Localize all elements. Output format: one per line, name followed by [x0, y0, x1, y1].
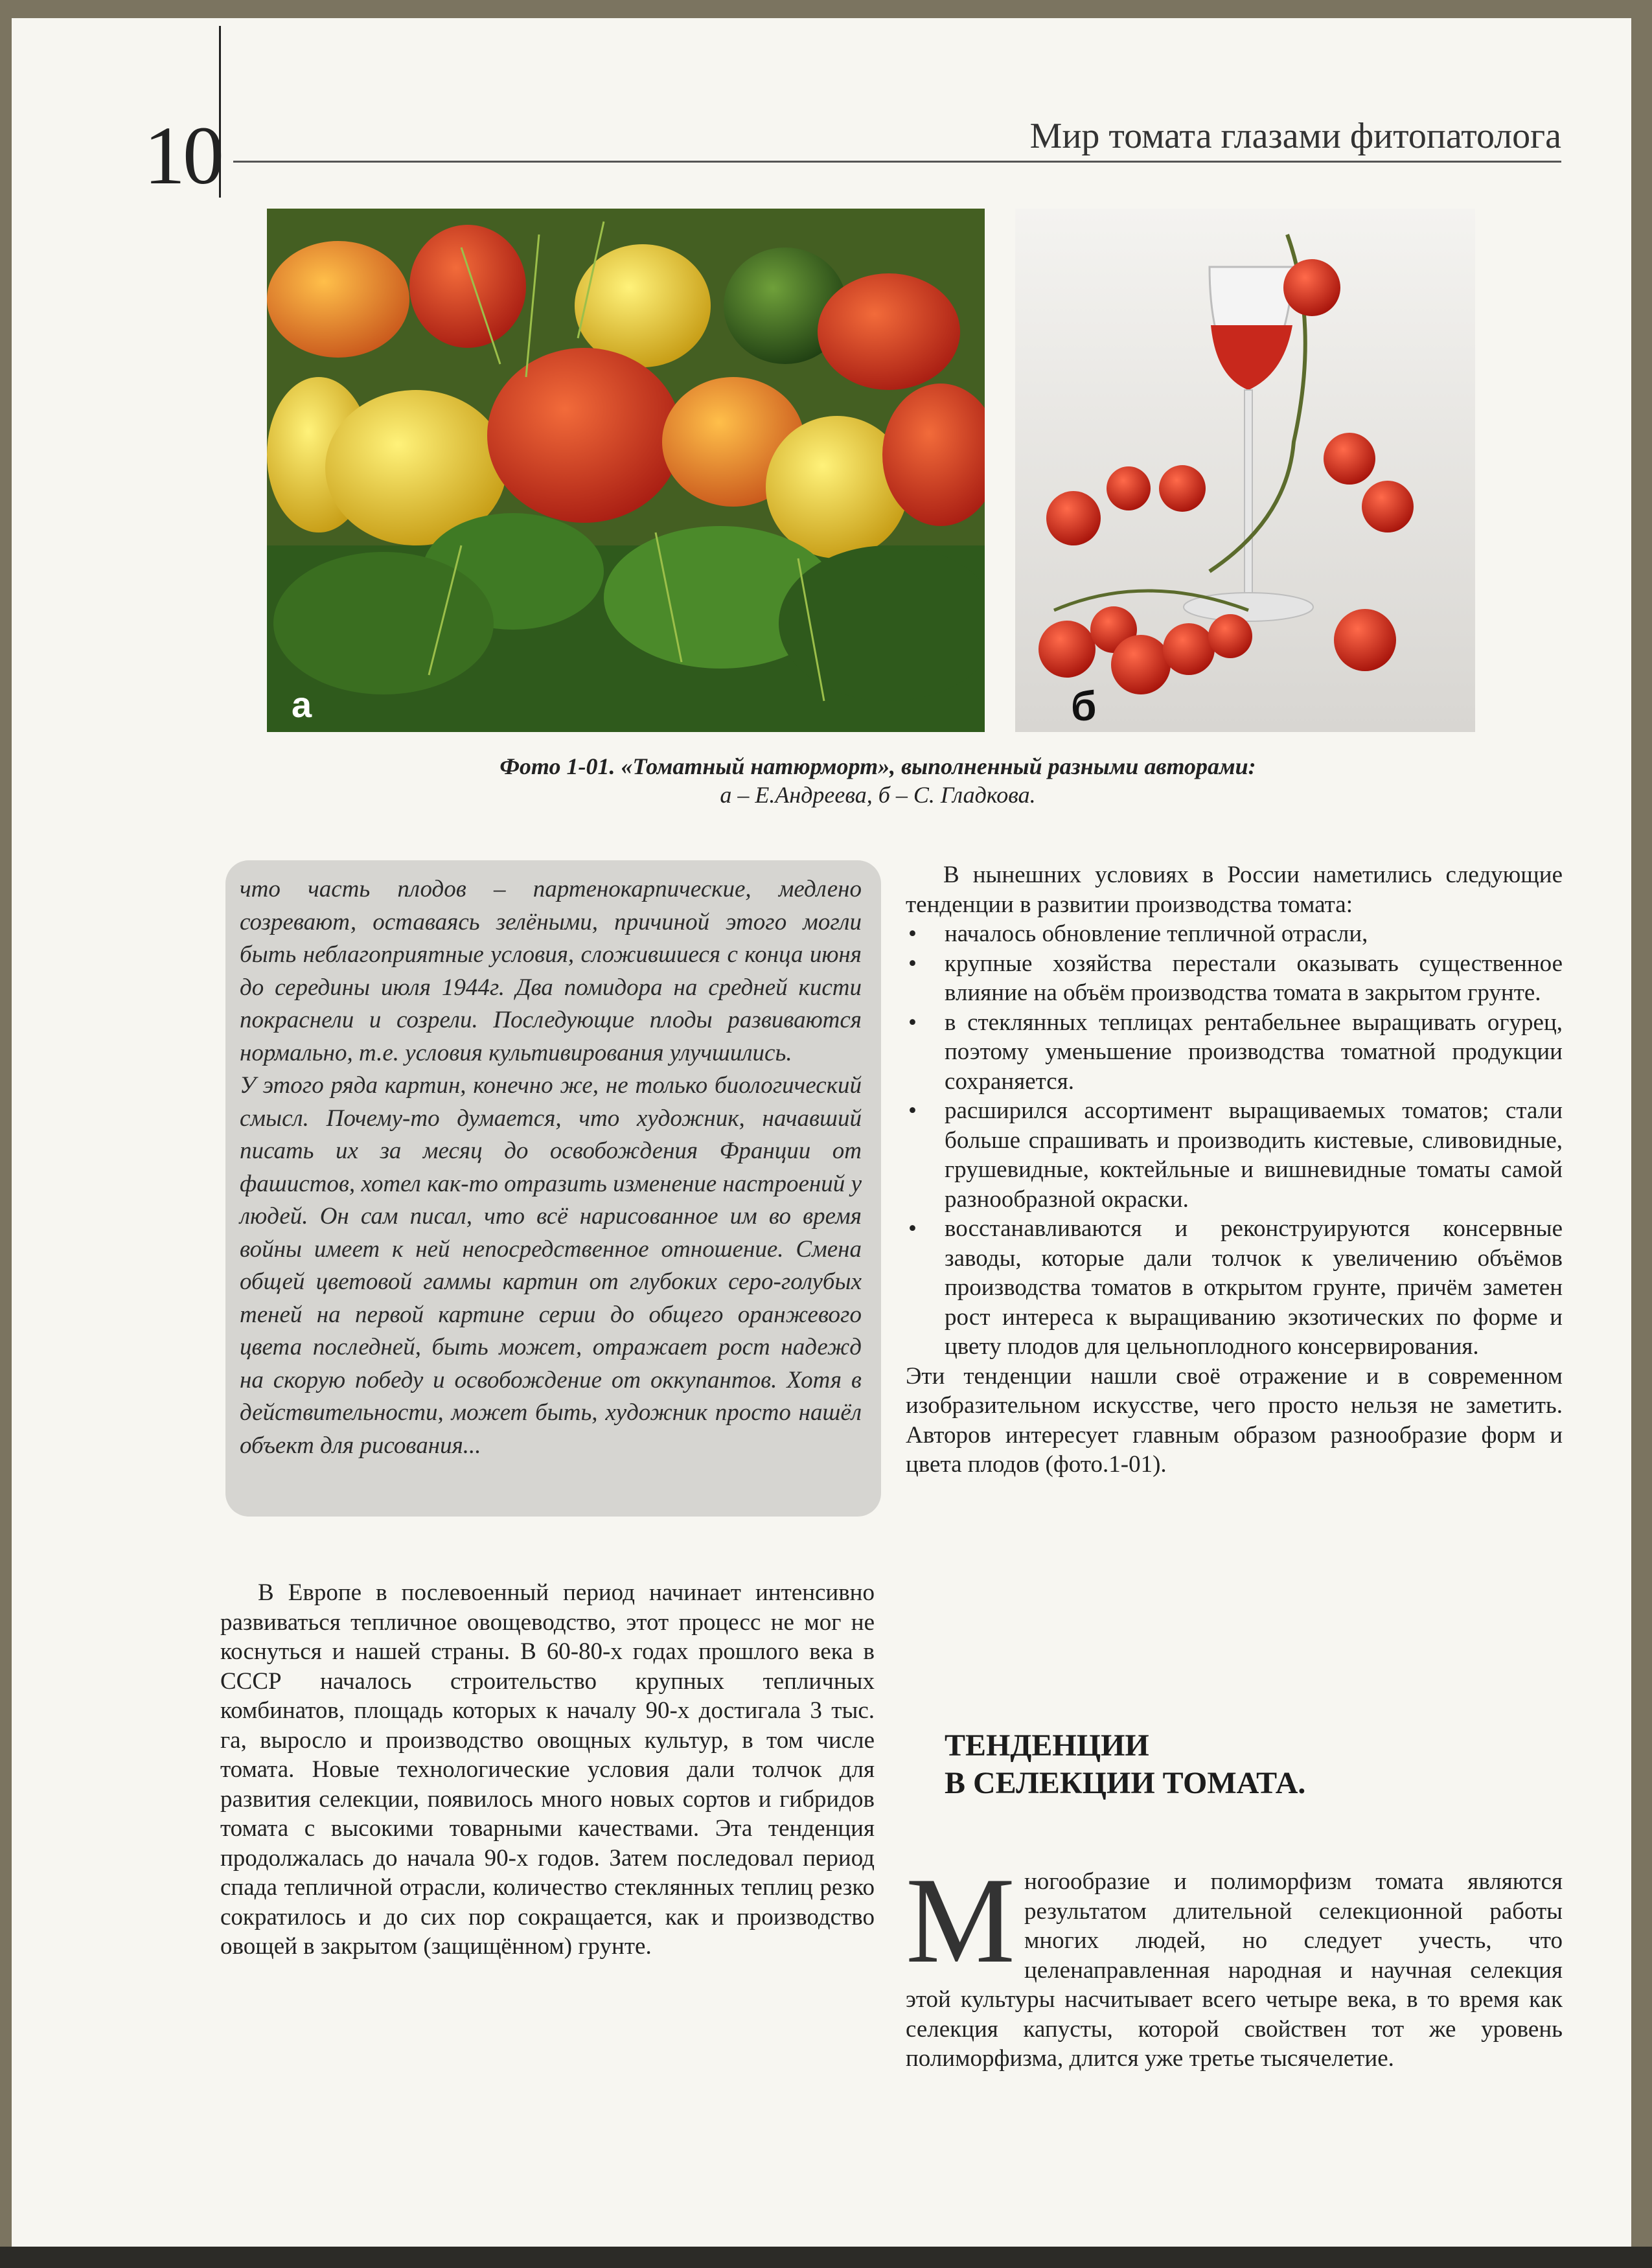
page-number: 10 [144, 109, 222, 201]
bullet-icon: • [908, 1097, 917, 1124]
trends-list [906, 919, 1563, 1362]
photo-a-label: а [292, 684, 312, 725]
list-item: • крупные хозяйства перестали оказывать существенное влияние на объём производства томата в закрытом грунте. [908, 950, 1563, 1006]
bullet-icon: • [908, 950, 917, 977]
sidebar-text [240, 873, 862, 1462]
page-bottom-edge [0, 2247, 1652, 2268]
bullet-icon: • [908, 921, 917, 947]
header-rule [233, 161, 1561, 163]
list-item: • в стеклянных теплицах рентабельнее выращивать огурец, поэтому уменьшение производства томатной продукции сохраняется. [908, 1009, 1563, 1095]
photo-caption-credits: а – Е.Андреева, б – С. Гладкова. [720, 782, 1036, 808]
drop-cap: М [906, 1853, 1015, 1989]
section-heading-line2: В СЕЛЕКЦИИ ТОМАТА. [945, 1766, 1306, 1800]
photo-caption-title: Фото 1-01. «Томатный натюрморт», выполненный разными авторами: [499, 753, 1256, 779]
section-heading [945, 1727, 1305, 1802]
running-title: Мир томата глазами фитопатолога [1029, 116, 1561, 156]
sidebar-paragraph: что часть плодов – партенокарпические, медлено созревают, оставаясь зелёными, причиной этого могли быть неблагоприятные условия, сложившиеся с конца июня до середины июля 1944г. Два помидора на средней кисти покраснели и созрели. Последующие плоды развиваются нормально, т.е. условия культивирования улучшились. [240, 876, 862, 1066]
photo-b-label: б [1071, 683, 1097, 729]
section-heading-line1: ТЕНДЕНЦИИ [945, 1728, 1149, 1763]
list-item: • началось обновление тепличной отрасли, [906, 919, 1563, 949]
list-item: • расширился ассортимент выращиваемых томатов; стали больше спрашивать и производить кистевые, сливовидные, грушевидные, коктейльные и вишневидные томаты самой разнообразной окраски. [908, 1097, 1563, 1213]
bullet-icon: • [908, 1215, 917, 1242]
right-column [906, 860, 1563, 1480]
sidebar-paragraph: У этого ряда картин, конечно же, не только биологический смысл. Почему-то думается, что художник, начавший писать их за месяц до освобождения Франции от фашистов, хотел как-то отразить изменение настроений у людей. Он сам писал, что всё нарисованное им во время войны имеет к ней непосредственное отношение. Смена общей цветовой гаммы картин от глубоких серо-голубых теней на первой картине серии до общего оранжевого цвета последней, быть может, отражает рост надежд на скорую победу и освобождение от оккупантов. Хотя в действительности, может быть, художник просто нашёл объект для рисования... [240, 1072, 862, 1459]
bullet-icon: • [908, 1009, 917, 1036]
left-column-paragraph: В Европе в послевоенный период начинает интенсивно развиваться тепличное овощеводство, этот процесс не мог не коснуться и нашей страны. В 60-80-х годах прошлого века в СССР началось строительство крупных тепличных комбинатов, площадь которых к началу 90-х достигала 3 тыс. га, выросло и производство овощных культур, в том числе томата. Новые технологические условия дали толчок для развития селекции, появилось много новых сортов и гибридов томата с высокими товарными качествами. Эта тенденция продолжалась до начала 90-х годов. Затем последовал период спада тепличной отрасли, количество стеклянных теплиц резко сократилось и до сих пор сокращается, как и производство овощей в закрытом (защищённом) грунте. [220, 1579, 875, 1960]
section-body [906, 1853, 1563, 2074]
photo-a-tomato-still-life [267, 209, 985, 732]
trends-outro: Эти тенденции нашли своё отражение и в современном изобразительном искусстве, чего просто нельзя не заметить. Авторов интересует главным образом разнообразие форм и цвета плодов (фото.1-01). [906, 1362, 1563, 1478]
section-paragraph: ногообразие и полиморфизм томата являются результатом длительной селекционной работы многих людей, но следует учесть, что целенаправленная народная и научная селекция этой культуры насчитывает всего четыре века, в то время как селекция капусты, которой свойствен тот же уровень полиморфизма, длится уже третье тысячелетие. [906, 1868, 1563, 2072]
trends-intro: В нынешних условиях в России наметились следующие тенденции в развитии производства томата: [906, 862, 1563, 918]
list-item: • восстанавливаются и реконструируются консервные заводы, которые дали толчок к увеличению объёмов производства томатов в открытом грунте, причём заметен рост интереса к выращиванию экзотических по форме и цвету плодов для цельноплодного консервирования. [908, 1215, 1563, 1360]
left-column [220, 1578, 875, 1962]
photo-b-tomato-juice [1015, 209, 1475, 732]
